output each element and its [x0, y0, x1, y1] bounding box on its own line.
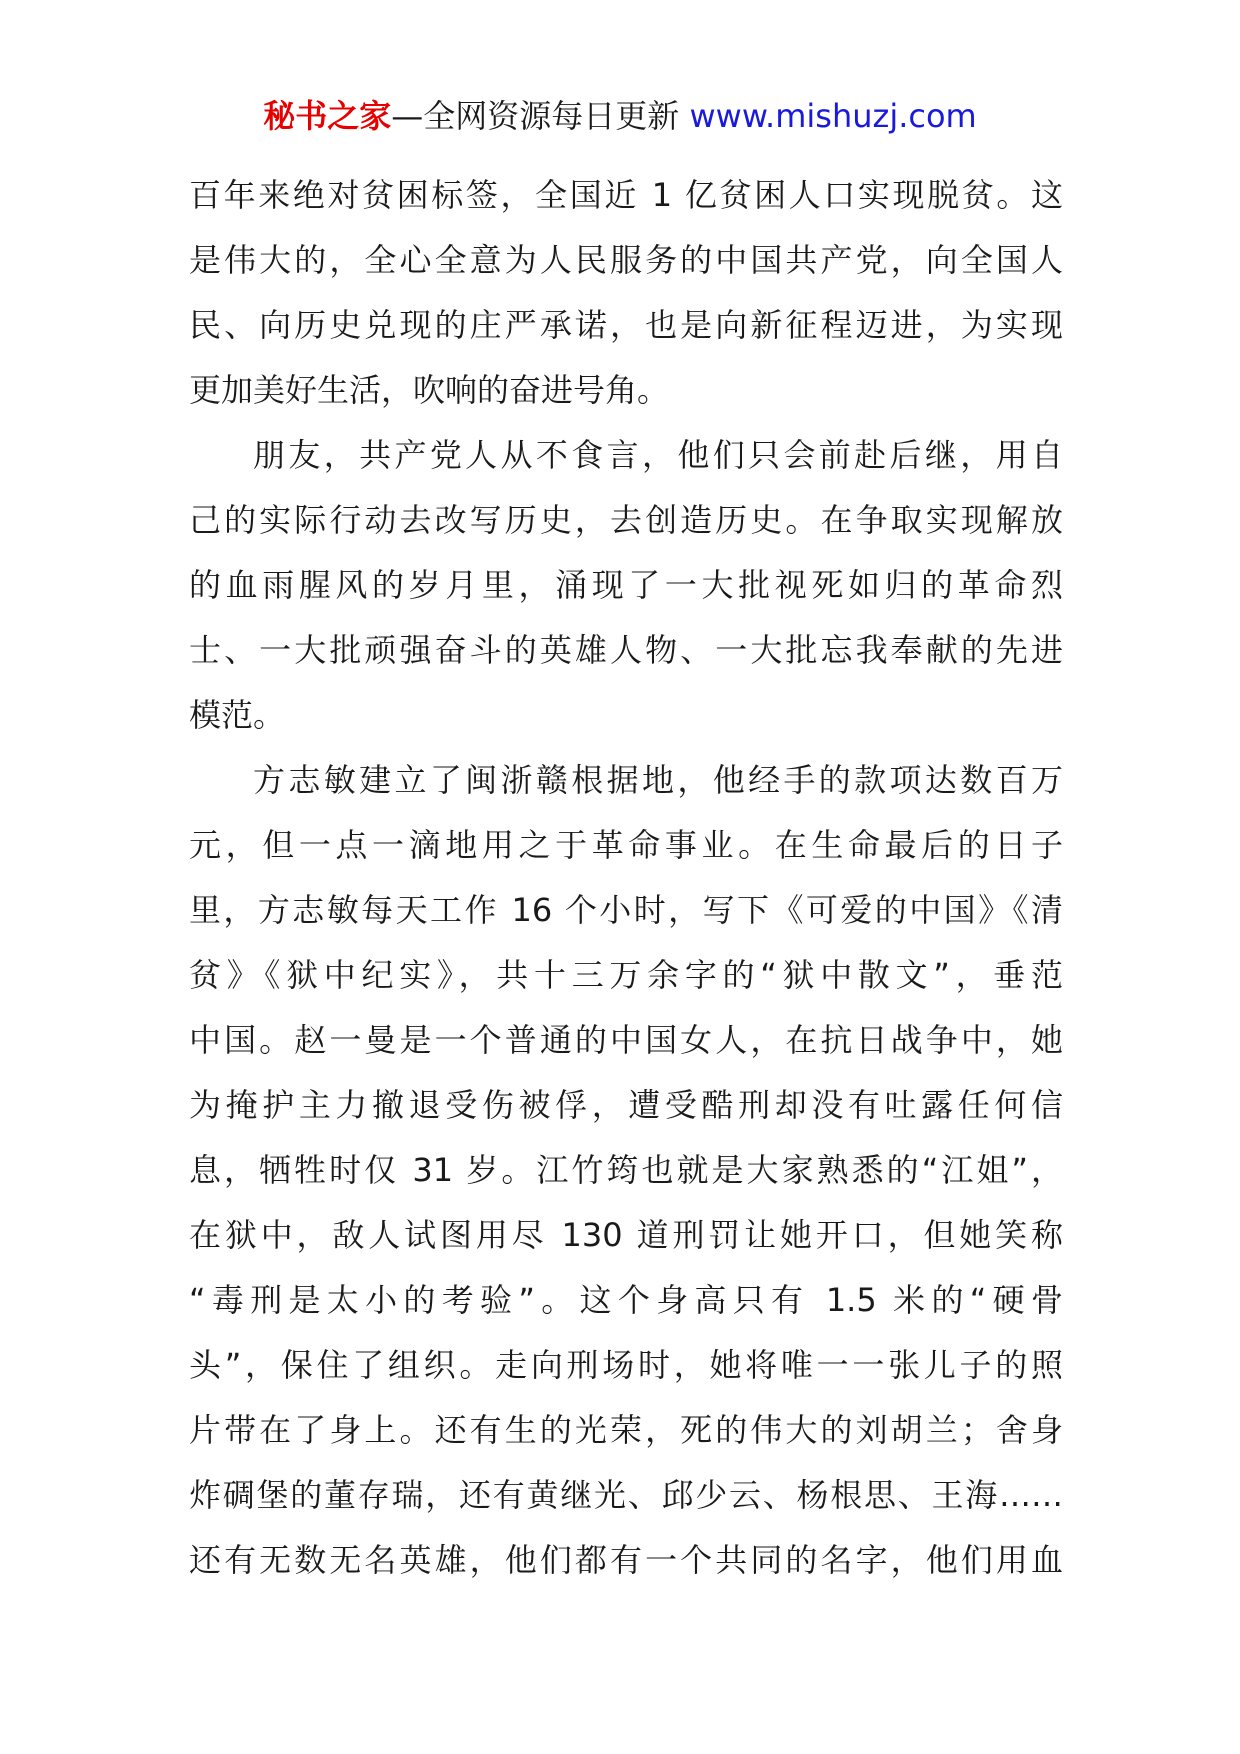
- text-line: 为掩护主力撤退受伤被俘，遭受酷刑却没有吐露任何信: [189, 1086, 1063, 1124]
- site-brand: 秘书之家: [263, 97, 392, 135]
- text-line: “毒刑是太小的考验”。这个身高只有 1.5 米的“硬骨: [189, 1281, 1063, 1319]
- text-line: 百年来绝对贫困标签，全国近 1 亿贫困人口实现脱贫。这: [189, 176, 1063, 214]
- text-line: 炸碉堡的董存瑞，还有黄继光、邱少云、杨根思、王海……: [189, 1476, 1063, 1514]
- text-line: 里，方志敏每天工作 16 个小时，写下《可爱的中国》《清: [189, 891, 1063, 929]
- text-line: 是伟大的，全心全意为人民服务的中国共产党，向全国人: [189, 241, 1063, 279]
- text-line: 片带在了身上。还有生的光荣，死的伟大的刘胡兰；舍身: [189, 1411, 1063, 1449]
- text-line: 头”，保住了组织。走向刑场时，她将唯一一张儿子的照: [189, 1346, 1063, 1384]
- text-line: 模范。: [189, 696, 286, 734]
- text-line: 民、向历史兑现的庄严承诺，也是向新征程迈进，为实现: [189, 306, 1063, 344]
- text-line: 方志敏建立了闽浙赣根据地，他经手的款项达数百万: [253, 761, 1063, 799]
- text-line: 朋友，共产党人从不食言，他们只会前赴后继，用自: [253, 436, 1063, 474]
- document-body: [189, 163, 1063, 1593]
- site-url-link[interactable]: www.mishuzj.com: [689, 97, 977, 135]
- text-line: 中国。赵一曼是一个普通的中国女人，在抗日战争中，她: [189, 1021, 1063, 1059]
- page-header: [0, 96, 1240, 138]
- paragraph-1: [189, 163, 1063, 423]
- paragraph-2: [189, 423, 1063, 748]
- text-line: 元，但一点一滴地用之于革命事业。在生命最后的日子: [189, 826, 1063, 864]
- text-line: 更加美好生活，吹响的奋进号角。: [189, 371, 670, 409]
- text-line: 息，牺牲时仅 31 岁。江竹筠也就是大家熟悉的“江姐”，: [189, 1151, 1063, 1189]
- text-line: 己的实际行动去改写历史，去创造历史。在争取实现解放: [189, 501, 1063, 539]
- text-line: 还有无数无名英雄，他们都有一个共同的名字，他们用血: [189, 1541, 1063, 1579]
- text-line: 贫》《狱中纪实》，共十三万余字的“狱中散文”，垂范: [189, 956, 1063, 994]
- paragraph-3: [189, 748, 1063, 1593]
- text-line: 士、一大批顽强奋斗的英雄人物、一大批忘我奉献的先进: [189, 631, 1063, 669]
- text-line: 在狱中，敌人试图用尽 130 道刑罚让她开口，但她笑称: [189, 1216, 1063, 1254]
- site-slogan: —全网资源每日更新: [391, 97, 690, 135]
- text-line: 的血雨腥风的岁月里，涌现了一大批视死如归的革命烈: [189, 566, 1063, 604]
